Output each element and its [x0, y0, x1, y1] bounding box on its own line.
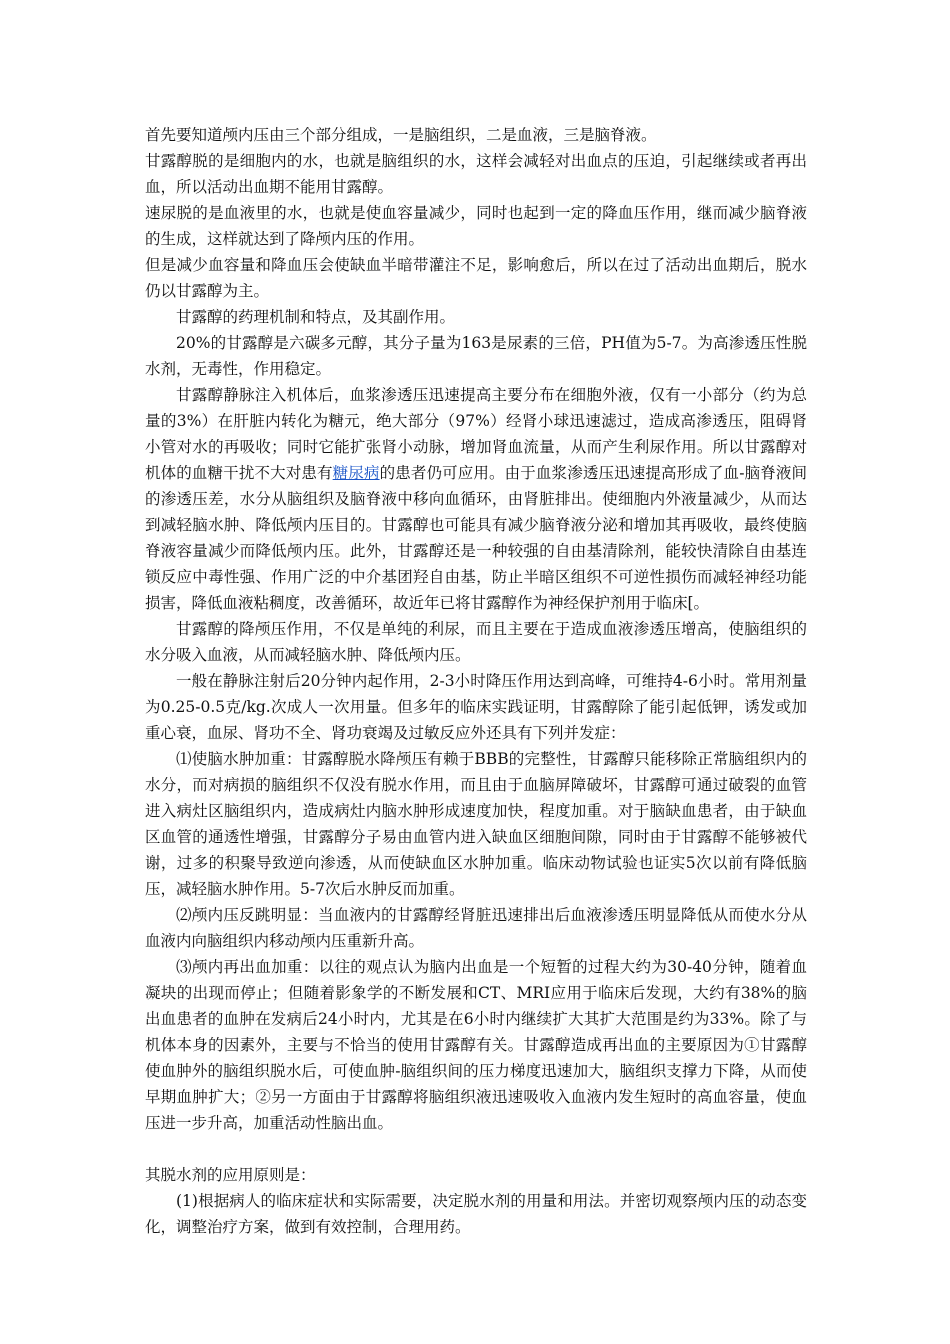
paragraph-dosage-complications: 一般在静脉注射后20分钟内起作用，2-3小时降压作用达到高峰，可维持4-6小时。常用剂量为0.25-0.5克/kg.次成人一次用量。但多年的临床实践证明，甘露醇除了能引起低钾，诱发或加重心衰，血尿、肾功不全、肾功衰竭及过敏反应外还具有下列并发症：: [145, 672, 807, 742]
paragraph-mannitol-properties: 20%的甘露醇是六碳多元醇，其分子量为163是尿素的三倍，PH值为5-7。为高渗透压性脱水剂，无毒性，作用稳定。: [145, 334, 807, 378]
section-heading-pharmacology: 甘露醇的药理机制和特点，及其副作用。: [176, 308, 456, 326]
paragraph-complication-rebleeding: ⑶颅内再出血加重：以往的观点认为脑内出血是一个短暂的过程大约为30-40分钟，随着血凝块的出现而停止；但随着影象学的不断发展和CT、MRI应用于临床后发现，大约有38%的脑出血患者的血肿在发病后24小时内，尤其是在6小时内继续扩大其扩大范围是约为33%。除了与机体本身的因素外，主要与不恰当的使用甘露醇有关。甘露醇造成再出血的主要原因为①甘露醇使血肿外的脑组织脱水后，可使血肿-脑组织间的压力梯度迅速加大，脑组织支撑力下降，从而使早期血肿扩大；②另一方面由于甘露醇将脑组织液迅速吸收入血液内发生短时的高血容量，使血压进一步升高，加重活动性脑出血。: [145, 958, 807, 1132]
section-heading-principles: 其脱水剂的应用原则是：: [145, 1166, 316, 1184]
mechanism-text-part1: 甘露醇静脉注入机体后，血浆渗透压迅速提高主要分布在细胞外液，仅有一小部分（约为总量的3%）在肝脏内转化为糖元，绝大部分（97%）经肾小球迅速滤过，造成高渗透压，阻碍肾小管对水的再吸收；同时它能扩张肾小动脉，增加肾血流量，从而产生利尿作用。所以甘露醇对机体的血糖干扰不大对患有: [145, 386, 807, 482]
paragraph-blood-volume-reduction: 但是减少血容量和降血压会使缺血半暗带灌注不足，影响愈后，所以在过了活动出血期后，脱水仍以甘露醇为主。: [145, 256, 807, 300]
paragraph-furosemide-dehydration: 速尿脱的是血液里的水，也就是使血容量减少，同时也起到一定的降血压作用，继而减少脑脊液的生成，这样就达到了降颅内压的作用。: [145, 204, 807, 248]
blank-line: [145, 1136, 807, 1162]
paragraph-complication-rebound: ⑵颅内压反跳明显：当血液内的甘露醇经肾脏迅速排出后血液渗透压明显降低从而使水分从血液内向脑组织内移动颅内压重新升高。: [145, 906, 807, 950]
paragraph-complication-edema: ⑴使脑水肿加重：甘露醇脱水降颅压有赖于BBB的完整性，甘露醇只能移除正常脑组织内的水分，而对病损的脑组织不仅没有脱水作用，而且由于血脑屏障破坏，甘露醇可通过破裂的血管进入病灶区脑组织内，造成病灶内脑水肿形成速度加快，程度加重。对于脑缺血患者，由于缺血区血管的通透性增强，甘露醇分子易由血管内进入缺血区细胞间隙，同时由于甘露醇不能够被代谢，过多的积聚导致逆向渗透，从而使缺血区水肿加重。临床动物试验也证实5次以前有降低脑压，减轻脑水肿作用。5-7次后水肿反而加重。: [145, 750, 807, 898]
paragraph-pressure-reduction: 甘露醇的降颅压作用，不仅是单纯的利尿，而且主要在于造成血液渗透压增高，使脑组织的水分吸入血液，从而减轻脑水肿、降低颅内压。: [145, 620, 807, 664]
paragraph-principle-1: (1)根据病人的临床症状和实际需要，决定脱水剂的用量和用法。并密切观察颅内压的动态变化，调整治疗方案，做到有效控制，合理用药。: [145, 1192, 807, 1236]
document-body: [145, 122, 807, 1240]
paragraph-mannitol-dehydration: 甘露醇脱的是细胞内的水，也就是脑组织的水，这样会减轻对出血点的压迫，引起继续或者再出血，所以活动出血期不能用甘露醇。: [145, 152, 807, 196]
diabetes-link[interactable]: 糖尿病: [332, 464, 380, 482]
paragraph-intracranial-components: 首先要知道颅内压由三个部分组成，一是脑组织，二是血液，三是脑脊液。: [145, 126, 657, 144]
paragraph-mannitol-mechanism: [145, 382, 807, 616]
mechanism-text-part2: 的患者仍可应用。由于血浆渗透压迅速提高形成了血-脑脊液间的渗透压差，水分从脑组织及脑脊液中移向血循环，由肾脏排出。使细胞内外液量减少，从而达到减轻脑水肿、降低颅内压目的。甘露醇也可能具有减少脑脊液分泌和增加其再吸收，最终使脑脊液容量减少而降低颅内压。此外，甘露醇还是一种较强的自由基清除剂，能较快清除自由基连锁反应中毒性强、作用广泛的中介基团羟自由基，防止半暗区组织不可逆性损伤而减轻神经功能损害，降低血液粘稠度，改善循环，故近年已将甘露醇作为神经保护剂用于临床[。: [145, 464, 807, 612]
